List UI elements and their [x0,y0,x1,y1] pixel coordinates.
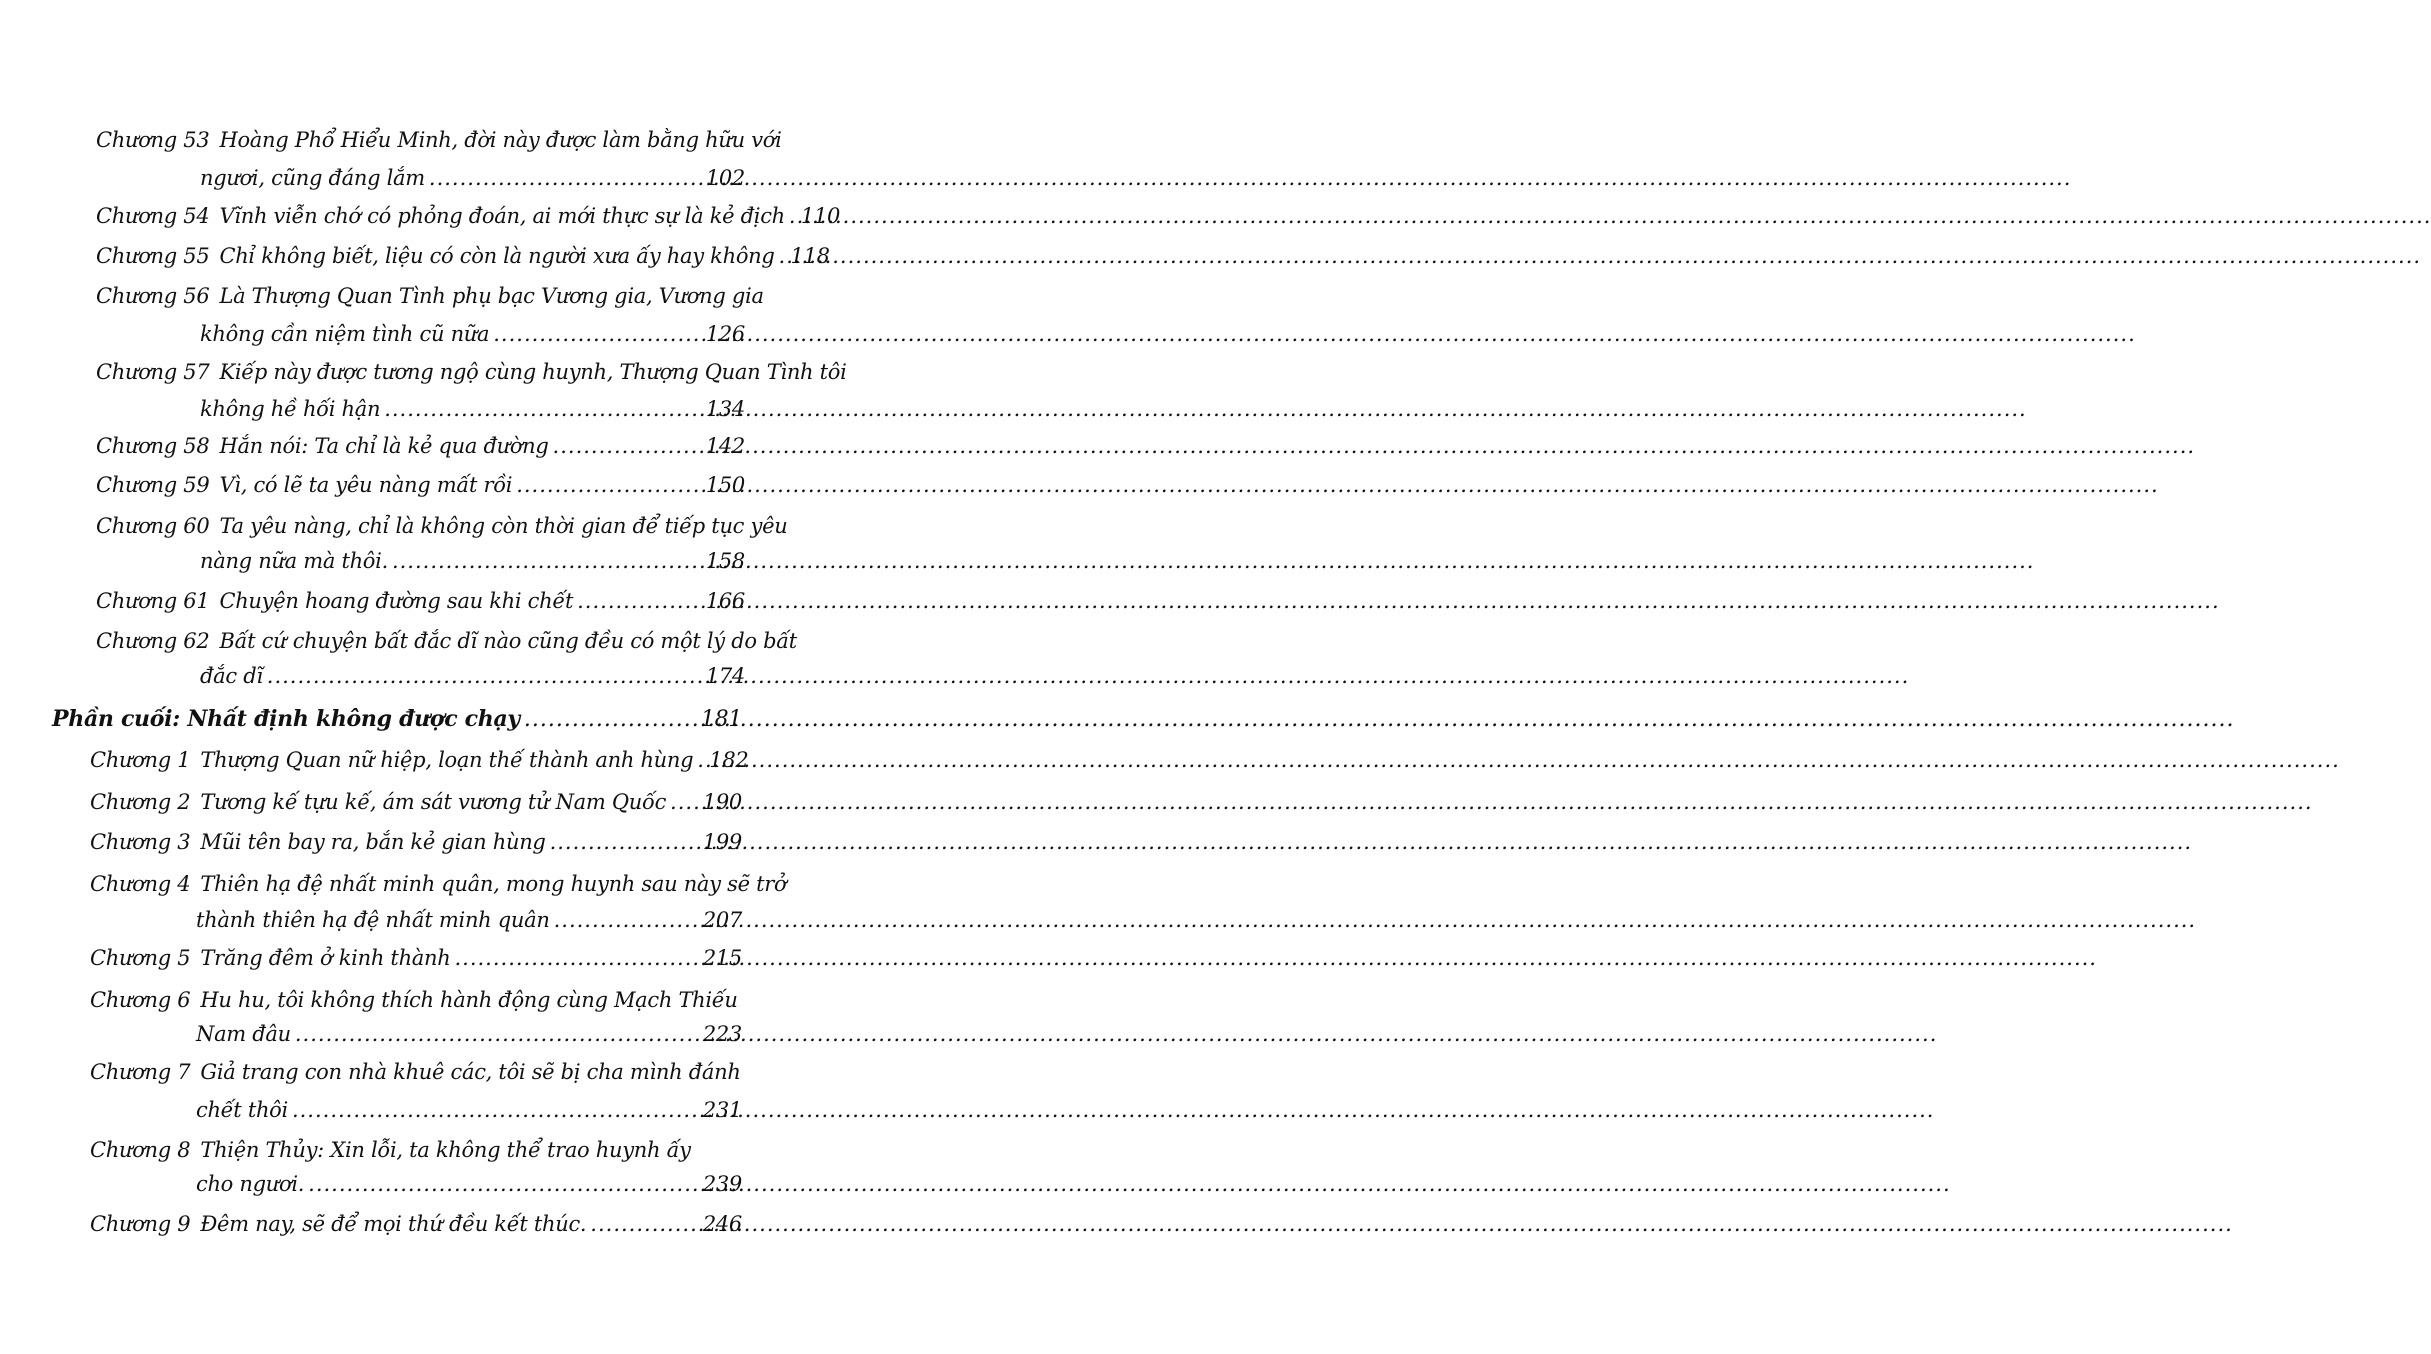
toc-entry-continuation [200,397,745,421]
chapter-number: Chương 61 [96,589,210,613]
chapter-title: Đêm nay, sẽ để mọi thứ đều kết thúc. [200,1212,587,1236]
chapter-title-line2: chết thôi [196,1098,288,1122]
leader-dots [493,322,702,346]
page-number: 223 [702,1022,742,1046]
chapter-title-line2: không cần niệm tình cũ nữa [200,322,490,346]
leader-dots [384,397,702,421]
toc-entry [90,946,742,970]
toc-entry [96,284,764,308]
chapter-title: Vì, có lẽ ta yêu nàng mất rồi [219,473,513,497]
toc-entry [96,514,788,538]
toc-entry-continuation [200,166,745,190]
chapter-number: Chương 6 [90,988,191,1012]
page-number: 102 [705,166,745,190]
toc-entry [96,473,745,497]
toc-entry-continuation [196,1172,742,1196]
chapter-title: Tương kế tựu kế, ám sát vương tử Nam Quốc [200,790,667,814]
toc-entry [90,872,787,896]
leader-dots [553,434,702,458]
leader-dots [454,946,698,970]
page-number: 134 [705,397,745,421]
chapter-number: Chương 4 [90,872,191,896]
leader-dots [292,1098,699,1122]
toc-entry [90,790,742,814]
leader-dots [577,589,702,613]
chapter-title-line1: Bất cứ chuyện bất đắc dĩ nào cũng đều có một lý do bất [219,629,797,653]
chapter-title: Chỉ không biết, liệu có còn là người xưa ấy hay không [219,244,775,268]
page-number: 239 [702,1172,742,1196]
page-number: 231 [702,1098,742,1122]
leader-dots [392,549,702,573]
page-number: 158 [705,549,745,573]
chapter-number: Chương 57 [96,360,210,384]
leader-dots [554,908,699,932]
chapter-title: Mũi tên bay ra, bắn kẻ gian hùng [200,830,546,854]
chapter-title-line1: Hoàng Phổ Hiểu Minh, đời này được làm bằng hữu với [219,128,782,152]
chapter-title: Chuyện hoang đường sau khi chết [219,589,574,613]
chapter-title: Trăng đêm ở kinh thành [200,946,451,970]
toc-entry-continuation [196,1098,742,1122]
leader-dots [789,204,797,228]
page-number: 110 [800,204,841,228]
page-number: 207 [702,908,742,932]
toc-entry-continuation [200,549,745,573]
chapter-title-line2: đắc dĩ [200,664,263,688]
toc-entry [90,748,749,772]
chapter-number: Chương 3 [90,830,191,854]
chapter-number: Chương 62 [96,629,210,653]
chapter-number: Chương 59 [96,473,210,497]
leader-dots [779,244,787,268]
page-number: 174 [705,664,745,688]
leader-dots [550,830,699,854]
chapter-title-line2: Nam đâu [196,1022,291,1046]
leader-dots [308,1172,699,1196]
leader-dots [670,790,699,814]
leader-dots [516,473,702,497]
chapter-title-line2: ngươi, cũng đáng lắm [200,166,425,190]
chapter-title: Vĩnh viễn chớ có phỏng đoán, ai mới thực sự là kẻ địch [219,204,785,228]
chapter-title-line2: không hề hối hận [200,397,381,421]
chapter-title-line1: Hu hu, tôi không thích hành động cùng Mạch Thiếu [200,988,738,1012]
toc-entry [90,1060,742,1084]
page-number: 166 [705,589,745,613]
chapter-number: Chương 2 [90,790,191,814]
toc-entry-continuation [196,908,742,932]
chapter-title-line2: thành thiên hạ đệ nhất minh quân [196,908,550,932]
page-number: 181 [700,707,742,732]
chapter-title-line1: Giả trang con nhà khuê các, tôi sẽ bị cha mình đánh [200,1060,741,1084]
leader-dots [429,166,702,190]
leader-dots [697,748,705,772]
chapter-title: Hắn nói: Ta chỉ là kẻ qua đường [219,434,549,458]
chapter-title-line1: Ta yêu nàng, chỉ là không còn thời gian để tiếp tục yêu [219,514,788,538]
toc-entry [90,1212,742,1236]
chapter-number: Chương 54 [96,204,210,228]
toc-entry [90,988,742,1012]
leader-dots [267,664,702,688]
toc-entry [90,830,742,854]
chapter-number: Chương 1 [90,748,191,772]
chapter-title-line1: Là Thượng Quan Tình phụ bạc Vương gia, Vương gia [219,284,764,308]
chapter-title-line1: Thiên hạ đệ nhất minh quân, mong huynh sau này sẽ trở [200,872,787,896]
page-number: 199 [702,830,742,854]
toc-entry-continuation [200,664,745,688]
page-number: 246 [702,1212,742,1236]
chapter-title-line1: Kiếp này được tương ngộ cùng huynh, Thượng Quan Tình tôi [219,360,847,384]
chapter-number: Chương 9 [90,1212,191,1236]
leader-dots [295,1022,699,1046]
section-heading [52,706,742,732]
toc-entry [96,629,797,653]
page-number: 190 [702,790,742,814]
toc-entry [96,204,841,228]
chapter-number: Chương 56 [96,284,210,308]
leader-dots [524,707,697,732]
chapter-number: Chương 53 [96,128,210,152]
page-number: 215 [702,946,742,970]
chapter-number: Chương 60 [96,514,210,538]
chapter-number: Chương 8 [90,1138,191,1162]
toc-entry-continuation [196,1022,742,1046]
page-number: 142 [705,434,745,458]
toc-entry [96,244,830,268]
chapter-number: Chương 55 [96,244,210,268]
toc-entry [96,360,847,384]
section-title: Phần cuối: Nhất định không được chạy [52,706,520,732]
chapter-title-line2: cho ngươi. [196,1172,305,1196]
toc-entry [96,128,782,152]
page-number: 118 [790,244,830,268]
page-number: 182 [709,748,749,772]
toc-entry [96,434,745,458]
chapter-title: Thượng Quan nữ hiệp, loạn thế thành anh hùng [200,748,694,772]
page-number: 126 [705,322,745,346]
toc-entry [90,1138,742,1162]
chapter-number: Chương 58 [96,434,210,458]
page-number: 150 [705,473,745,497]
chapter-title-line2: nàng nữa mà thôi. [200,549,388,573]
chapter-number: Chương 7 [90,1060,191,1084]
leader-dots [590,1212,699,1236]
toc-entry [96,589,745,613]
toc-entry-continuation [200,322,745,346]
chapter-number: Chương 5 [90,946,191,970]
chapter-title-line1: Thiện Thủy: Xin lỗi, ta không thể trao huynh ấy [200,1138,691,1162]
